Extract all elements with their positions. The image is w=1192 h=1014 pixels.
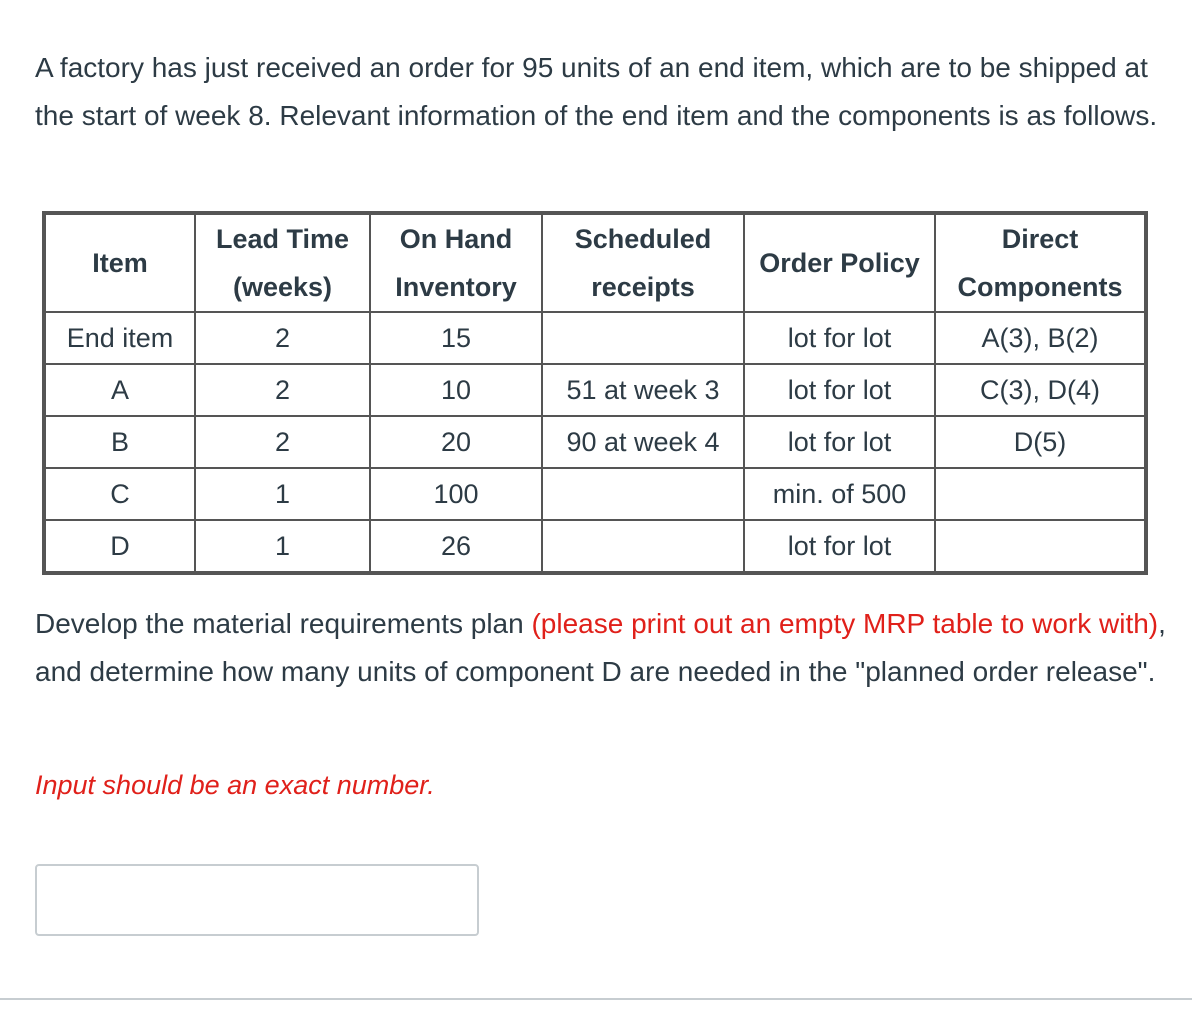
header-direct-components: Direct Components (935, 214, 1145, 312)
cell-policy: lot for lot (744, 312, 935, 364)
question-print-note: (please print out an empty MRP table to work with) (531, 608, 1159, 639)
cell-on-hand: 15 (370, 312, 542, 364)
question-part-2: , and determine how many units of component D are needed in the "planned order release". (35, 608, 1166, 687)
cell-item: D (45, 520, 195, 572)
input-hint: Input should be an exact number. (35, 770, 435, 800)
problem-intro: A factory has just received an order for 95 units of an end item, which are to be shipped at the start of week 8. Relevant information of the end item and the components is as follows. (35, 52, 1158, 131)
cell-components: A(3), B(2) (935, 312, 1145, 364)
cell-lead-time: 2 (195, 364, 370, 416)
header-on-hand: On Hand Inventory (370, 214, 542, 312)
cell-on-hand: 20 (370, 416, 542, 468)
header-order-policy: Order Policy (744, 214, 935, 312)
cell-scheduled: 51 at week 3 (542, 364, 744, 416)
cell-components (935, 520, 1145, 572)
question-part-1: Develop the material requirements plan (35, 608, 532, 639)
answer-input[interactable] (35, 864, 479, 936)
question-text (35, 600, 1175, 696)
table-header-row (45, 214, 1145, 312)
item-info-table-container (42, 211, 1148, 575)
cell-components: C(3), D(4) (935, 364, 1145, 416)
cell-on-hand: 100 (370, 468, 542, 520)
cell-policy: min. of 500 (744, 468, 935, 520)
header-scheduled-receipts: Scheduled receipts (542, 214, 744, 312)
cell-policy: lot for lot (744, 520, 935, 572)
cell-lead-time: 2 (195, 416, 370, 468)
table-row (45, 416, 1145, 468)
cell-policy: lot for lot (744, 364, 935, 416)
item-info-table (42, 211, 1148, 575)
cell-scheduled (542, 312, 744, 364)
table-row (45, 520, 1145, 572)
cell-item: End item (45, 312, 195, 364)
cell-scheduled: 90 at week 4 (542, 416, 744, 468)
header-item: Item (45, 214, 195, 312)
bottom-divider (0, 998, 1192, 1000)
cell-scheduled (542, 468, 744, 520)
cell-item: C (45, 468, 195, 520)
cell-on-hand: 10 (370, 364, 542, 416)
cell-on-hand: 26 (370, 520, 542, 572)
cell-lead-time: 2 (195, 312, 370, 364)
cell-item: A (45, 364, 195, 416)
cell-components: D(5) (935, 416, 1145, 468)
header-lead-time: Lead Time (weeks) (195, 214, 370, 312)
cell-policy: lot for lot (744, 416, 935, 468)
cell-scheduled (542, 520, 744, 572)
table-row (45, 364, 1145, 416)
cell-lead-time: 1 (195, 520, 370, 572)
table-row (45, 312, 1145, 364)
cell-lead-time: 1 (195, 468, 370, 520)
cell-components (935, 468, 1145, 520)
cell-item: B (45, 416, 195, 468)
table-row (45, 468, 1145, 520)
